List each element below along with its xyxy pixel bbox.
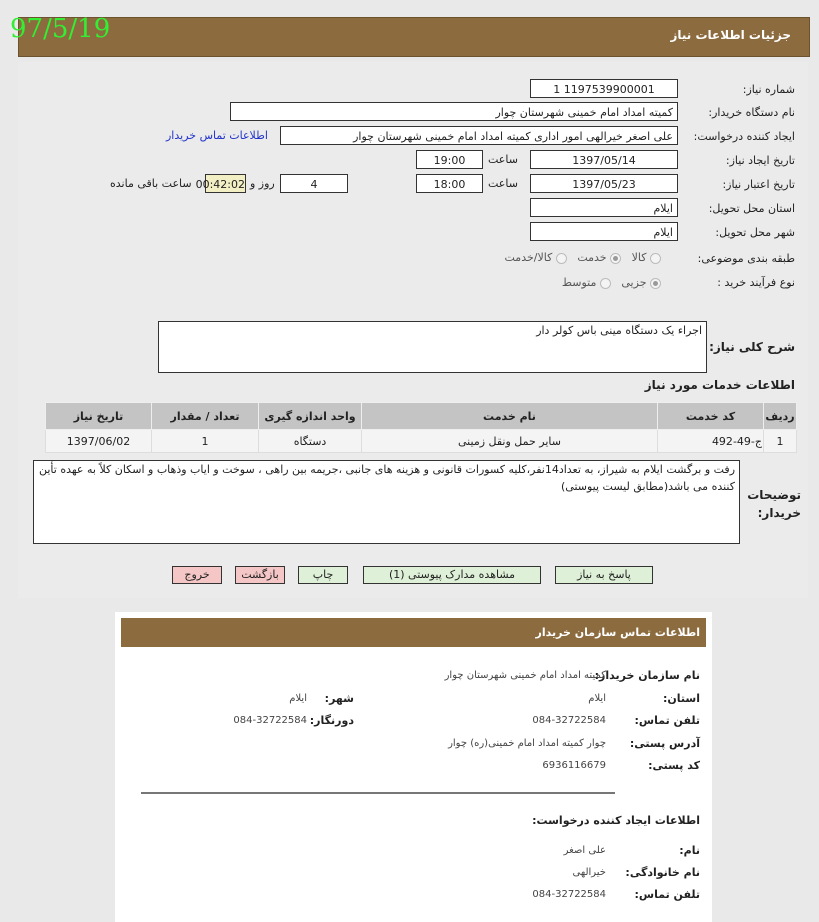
valid-time-field[interactable]: 18:00 [416,174,483,193]
table-row [46,430,797,453]
org-label: نام سازمان خریدار: [594,669,700,682]
name-value: علی اصغر [563,845,606,856]
valid-date-field[interactable]: 1397/05/23 [530,174,678,193]
postal-label: کد پستی: [648,759,700,772]
fax-value: 084-32722584 [233,715,307,726]
postal-value: 6936116679 [542,760,606,771]
city-value: ایلام [289,693,307,704]
option-goods-service: کالا/خدمت [504,251,553,264]
date-stamp: 97/5/19 [10,14,111,44]
creator-label: ایجاد کننده درخواست: [693,130,795,143]
cell-row: 1 [764,430,797,453]
services-title: اطلاعات خدمات مورد نیاز [644,378,795,392]
radio-medium[interactable] [600,278,611,289]
created-date-label: تاریخ ایجاد نیاز: [725,154,795,167]
cell-code: ج-49-492 [658,430,764,453]
services-table [45,402,797,453]
back-button[interactable]: بازگشت [235,566,285,584]
address-label: آدرس پستی: [629,737,700,750]
contact-title: اطلاعات تماس سازمان خریدار [535,626,700,639]
process-label: نوع فرآیند خرید : [717,276,795,289]
remaining-label: ساعت باقی مانده [110,177,192,190]
remaining-time-field: 00:42:02 [205,174,246,193]
province-label: استان محل تحویل: [708,202,795,215]
attachments-button[interactable]: مشاهده مدارک پیوستی (1) [363,566,541,584]
print-button[interactable]: چاپ [298,566,348,584]
col-code: کد خدمت [658,403,764,430]
need-number-field[interactable]: 1197539900001 1 [530,79,678,98]
summary-textarea[interactable]: اجراء یک دستگاه مینی باس کولر دار [158,321,707,373]
buyer-name-field[interactable]: کمیته امداد امام خمینی شهرستان چوار [230,102,678,121]
days-field[interactable]: 4 [280,174,348,193]
cell-name: سایر حمل ونقل زمینی [362,430,658,453]
notes-textarea[interactable]: رفت و برگشت ایلام به شیراز، به تعداد14نفر،کلیه کسورات قانونی و هزینه های جانبی ،جریمه بین راهی ، سوخت و ایاب وذهاب و اسکان کلاً به عهده تأین کننده می باشد(مطابق لیست پیوستی) [33,460,740,544]
summary-label: شرح کلی نیاز: [709,340,795,354]
phone-label: تلفن تماس: [634,714,700,727]
reply-button[interactable]: پاسخ به نیاز [555,566,653,584]
radio-goods[interactable] [650,253,661,264]
col-date: تاریخ نیاز [46,403,152,430]
col-name: نام خدمت [362,403,658,430]
table-header-row [46,403,797,430]
creator-field[interactable]: علی اصغر خیرالهی امور اداری کمیته امداد امام خمینی شهرستان چوار [280,126,678,145]
buyer-name-label: نام دستگاه خریدار: [708,106,795,119]
city-label: شهر: [324,692,354,705]
col-row: ردیف [764,403,797,430]
fax-label: دورنگار: [309,714,354,727]
family-label: نام خانوادگی: [625,866,700,879]
radio-goods-service[interactable] [556,253,567,264]
creator-phone-value: 084-32722584 [532,889,606,900]
hour-label: ساعت [488,153,518,166]
divider [141,792,615,794]
radio-service[interactable] [610,253,621,264]
buyer-contact-card [115,612,712,922]
cell-qty: 1 [152,430,259,453]
province-label: استان: [663,692,700,705]
notes-label: توضیحات خریدار: [747,488,801,520]
hour-label: ساعت [488,177,518,190]
page-title: جزئیات اطلاعات نیاز [670,28,791,42]
org-value: کمیته امداد امام خمینی شهرستان چوار [444,670,606,681]
need-number-label: شماره نیاز: [742,83,795,96]
creator-phone-label: تلفن تماس: [634,888,700,901]
option-minor: جزیی [621,276,647,289]
radio-minor[interactable] [650,278,661,289]
phone-value: 084-32722584 [532,715,606,726]
option-goods: کالا [631,251,647,264]
created-time-field[interactable]: 19:00 [416,150,483,169]
city-label: شهر محل تحویل: [715,226,795,239]
col-unit: واحد اندازه گیری [259,403,362,430]
address-value: چوار کمیته امداد امام خمینی(ره) چوار [448,738,606,749]
option-service: خدمت [577,251,607,264]
creator-title: اطلاعات ایجاد کننده درخواست: [532,814,700,827]
province-value: ایلام [588,693,606,704]
created-date-field[interactable]: 1397/05/14 [530,150,678,169]
cell-unit: دستگاه [259,430,362,453]
family-value: خیرالهی [572,867,606,878]
exit-button[interactable]: خروج [172,566,222,584]
valid-date-label: تاریخ اعتبار نیاز: [722,178,795,191]
province-field[interactable]: ایلام [530,198,678,217]
name-label: نام: [679,844,700,857]
cell-date: 1397/06/02 [46,430,152,453]
option-medium: متوسط [561,276,597,289]
process-radio-group [562,276,661,289]
contact-info-link[interactable]: اطلاعات تماس خریدار [166,129,268,142]
days-label: روز و [250,177,275,190]
category-label: طبقه بندی موضوعی: [697,252,795,265]
col-qty: تعداد / مقدار [152,403,259,430]
category-radio-group [505,251,662,264]
city-field[interactable]: ایلام [530,222,678,241]
